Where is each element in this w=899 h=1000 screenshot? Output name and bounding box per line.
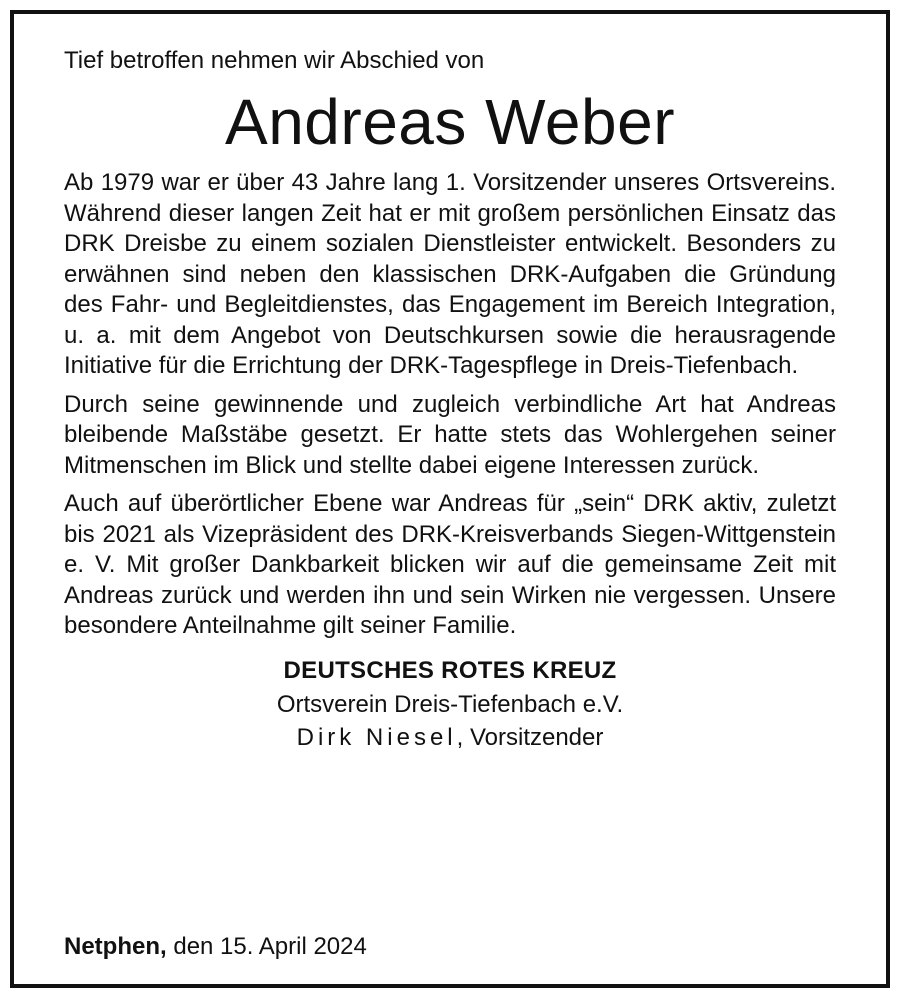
paragraph-1: Ab 1979 war er über 43 Jahre lang 1. Vorsitzender unseres Ortsvereins. Während dieser langen Zeit hat er mit großem persönlichen Einsatz das DRK Dreisbe zu einem sozialen Dienstleister entwickelt. Besonders zu erwähnen sind neben den klassischen DRK-Aufgaben die Gründung des Fahr- und Begleitdienstes, das Engagement im Bereich Integration, u. a. mit dem Angebot von Deutschkursen sowie die herausragende Initiative für die Errichtung der DRK-Tagespflege in Dreis-Tiefenbach. xyxy=(64,169,836,379)
place-name: Netphen, xyxy=(64,933,167,960)
organization-name: DEUTSCHES ROTES KREUZ xyxy=(283,656,617,684)
signer-role: , Vorsitzender xyxy=(456,723,604,751)
signer-name: Dirk Niesel xyxy=(296,723,457,751)
obituary-content xyxy=(64,46,836,754)
place-date xyxy=(64,932,367,962)
deceased-name: Andreas Weber xyxy=(225,86,675,158)
paragraph-2: Durch seine gewinnende und zugleich verbindliche Art hat Andreas bleibende Maßstäbe gesetzt. Er hatte stets das Wohlergehen seiner Mitmenschen im Blick und stellte dabei eigene Interessen zurück. xyxy=(64,390,836,479)
obituary-frame xyxy=(10,10,890,988)
branch-name: Ortsverein Dreis-Tiefenbach e.V. xyxy=(276,690,624,718)
intro-text: Tief betroffen nehmen wir Abschied von xyxy=(64,47,485,74)
signer-line xyxy=(64,721,836,754)
paragraph-3: Auch auf überörtlicher Ebene war Andreas für „sein“ DRK aktiv, zuletzt bis 2021 als Vizepräsident des DRK-Kreisverbands Siegen-Wittgenstein e. V. Mit großer Dankbarkeit blicken wir auf die gemeinsame Zeit mit Andreas zurück und werden ihn und sein Wirken nie vergessen. Unsere besondere Anteilnahme gilt seiner Familie. xyxy=(64,490,836,639)
signature-block xyxy=(64,654,836,754)
date-text: den 15. April 2024 xyxy=(166,933,367,960)
